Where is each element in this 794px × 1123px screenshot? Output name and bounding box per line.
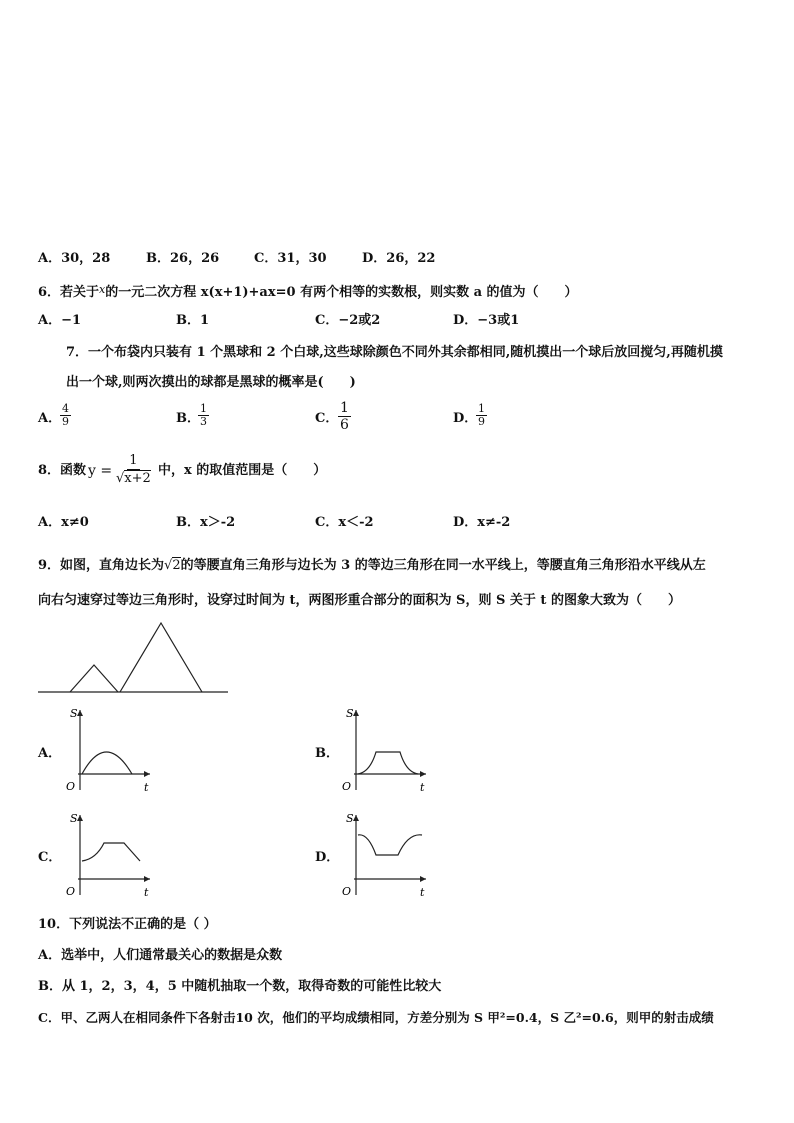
q9-stem-start: 9．如图，直角边长为 [38,558,165,573]
graph-curve [358,752,418,774]
q9-option-c-graph [58,805,158,901]
s-axis-arrow-icon [77,710,83,716]
q5-option-d: D．26，22 [362,251,436,266]
q9-option-d-label: D． [315,850,340,865]
q6-option-d: D．−3或1 [453,313,520,328]
fraction-numerator: 1 [129,453,138,468]
origin-label: O [66,780,76,793]
q9-stem-line2: 向右匀速穿过等边三角形时，设穿过时间为 t，两图形重合部分的面积为 S，则 S 关于 t 的图象大致为（ ） [38,593,681,608]
q7-option-a-fraction [60,403,71,428]
q6-stem-end: 的一元二次方程 x(x+1)+ax=0 有两个相等的实数根，则实数 a 的值为（ ） [105,285,578,300]
q10-stem: 10．下列说法不正确的是（ ） [38,917,217,932]
origin-label: O [342,780,352,793]
q6-stem [38,281,578,302]
q10-option-b: B．从 1，2，3，4，5 中随机抽取一个数，取得奇数的可能性比较大 [38,979,442,994]
q9-option-a-graph [58,700,158,796]
right-isosceles-triangle [70,665,118,692]
t-axis-arrow-icon [144,876,150,882]
s-axis-arrow-icon [353,710,359,716]
t-axis-arrow-icon [420,876,426,882]
q9-triangles-figure [36,615,232,697]
q7-option-d-label: D． [453,411,478,426]
fraction-denominator: 6 [340,417,349,433]
fraction-denominator: 9 [478,415,485,428]
fraction-numerator: 1 [478,402,485,415]
s-axis-label: S [70,707,78,720]
s-axis-label: S [346,707,354,720]
q8-option-a: A．x≠0 [38,515,89,530]
origin-label: O [342,885,352,898]
q7-option-b-label: B． [176,411,200,426]
q5-option-a: A．30，28 [38,251,111,266]
s-axis-arrow-icon [77,815,83,821]
q7-option-d-fraction [476,403,487,428]
t-axis-label: t [420,886,425,899]
q5-option-b: B．26，26 [146,251,220,266]
q7-option-b-fraction [198,403,209,428]
q8-option-d: D．x≠-2 [453,515,511,530]
q8-option-b: B．x＞-2 [176,515,236,530]
q9-option-b-graph [334,700,434,796]
sqrt-radicand: x+2 [124,471,151,486]
s-axis-label: S [70,812,78,825]
fraction-denominator: 3 [200,415,207,428]
q6-var-x: x [99,283,106,296]
t-axis-arrow-icon [144,771,150,777]
q9-stem-rest: 的等腰直角三角形与边长为 3 的等边三角形在同一水平线上，等腰直角三角形沿水平线从左 [180,558,706,573]
equilateral-triangle [120,623,202,692]
sqrt-icon: √ [116,471,125,486]
q7-option-c-label: C． [315,411,339,426]
t-axis-label: t [144,781,149,794]
q8-option-c: C．x＜-2 [315,515,374,530]
sqrt-icon: √ [164,558,173,573]
q6-stem-start: 6．若关于 [38,285,100,300]
graph-curve [82,752,132,774]
q9-option-d-graph [334,805,434,901]
q9-option-b-label: B． [315,746,339,761]
s-axis-arrow-icon [353,815,359,821]
q8-function-y: y = [88,463,113,479]
s-axis-label: S [346,812,354,825]
fraction-numerator: 1 [340,400,349,416]
t-axis-label: t [144,886,149,899]
fraction-numerator: 1 [200,402,207,415]
q8-fraction [114,452,153,487]
q8-stem-start: 8．函数 [38,463,87,478]
q9-stem-line1 [38,557,706,575]
graph-curve [358,835,422,855]
q6-option-a: A．−1 [38,313,82,328]
graph-curve [82,843,140,861]
q8-stem-end: 中，x 的取值范围是（ ） [158,463,327,478]
q6-option-b: B．1 [176,313,210,328]
t-axis-arrow-icon [420,771,426,777]
q6-option-c: C．−2或2 [315,313,381,328]
q9-option-c-label: C． [38,850,62,865]
q5-option-c: C．31，30 [254,251,327,266]
fraction-numerator: 4 [62,402,69,415]
fraction-denominator: 9 [62,415,69,428]
fraction-denominator [114,470,153,487]
q10-option-a: A．选举中，人们通常最关心的数据是众数 [38,948,283,963]
q10-option-c: C．甲、乙两人在相同条件下各射击10 次，他们的平均成绩相同，方差分别为 S 甲²=0.4，S 乙²=0.6，则甲的射击成绩 [38,1010,714,1025]
q9-option-a-label: A． [38,746,62,761]
q7-option-a-label: A． [38,411,62,426]
q7-stem-line2: 出一个球,则两次摸出的球都是黑球的概率是( ) [66,375,356,390]
t-axis-label: t [420,781,425,794]
origin-label: O [66,885,76,898]
q9-sqrt-value: 2 [172,558,181,573]
q7-stem-line1: 7．一个布袋内只装有 1 个黑球和 2 个白球,这些球除颜色不同外其余都相同,随机摸出一个球后放回搅匀,再随机摸 [66,345,723,360]
q7-option-c-fraction [338,400,351,433]
